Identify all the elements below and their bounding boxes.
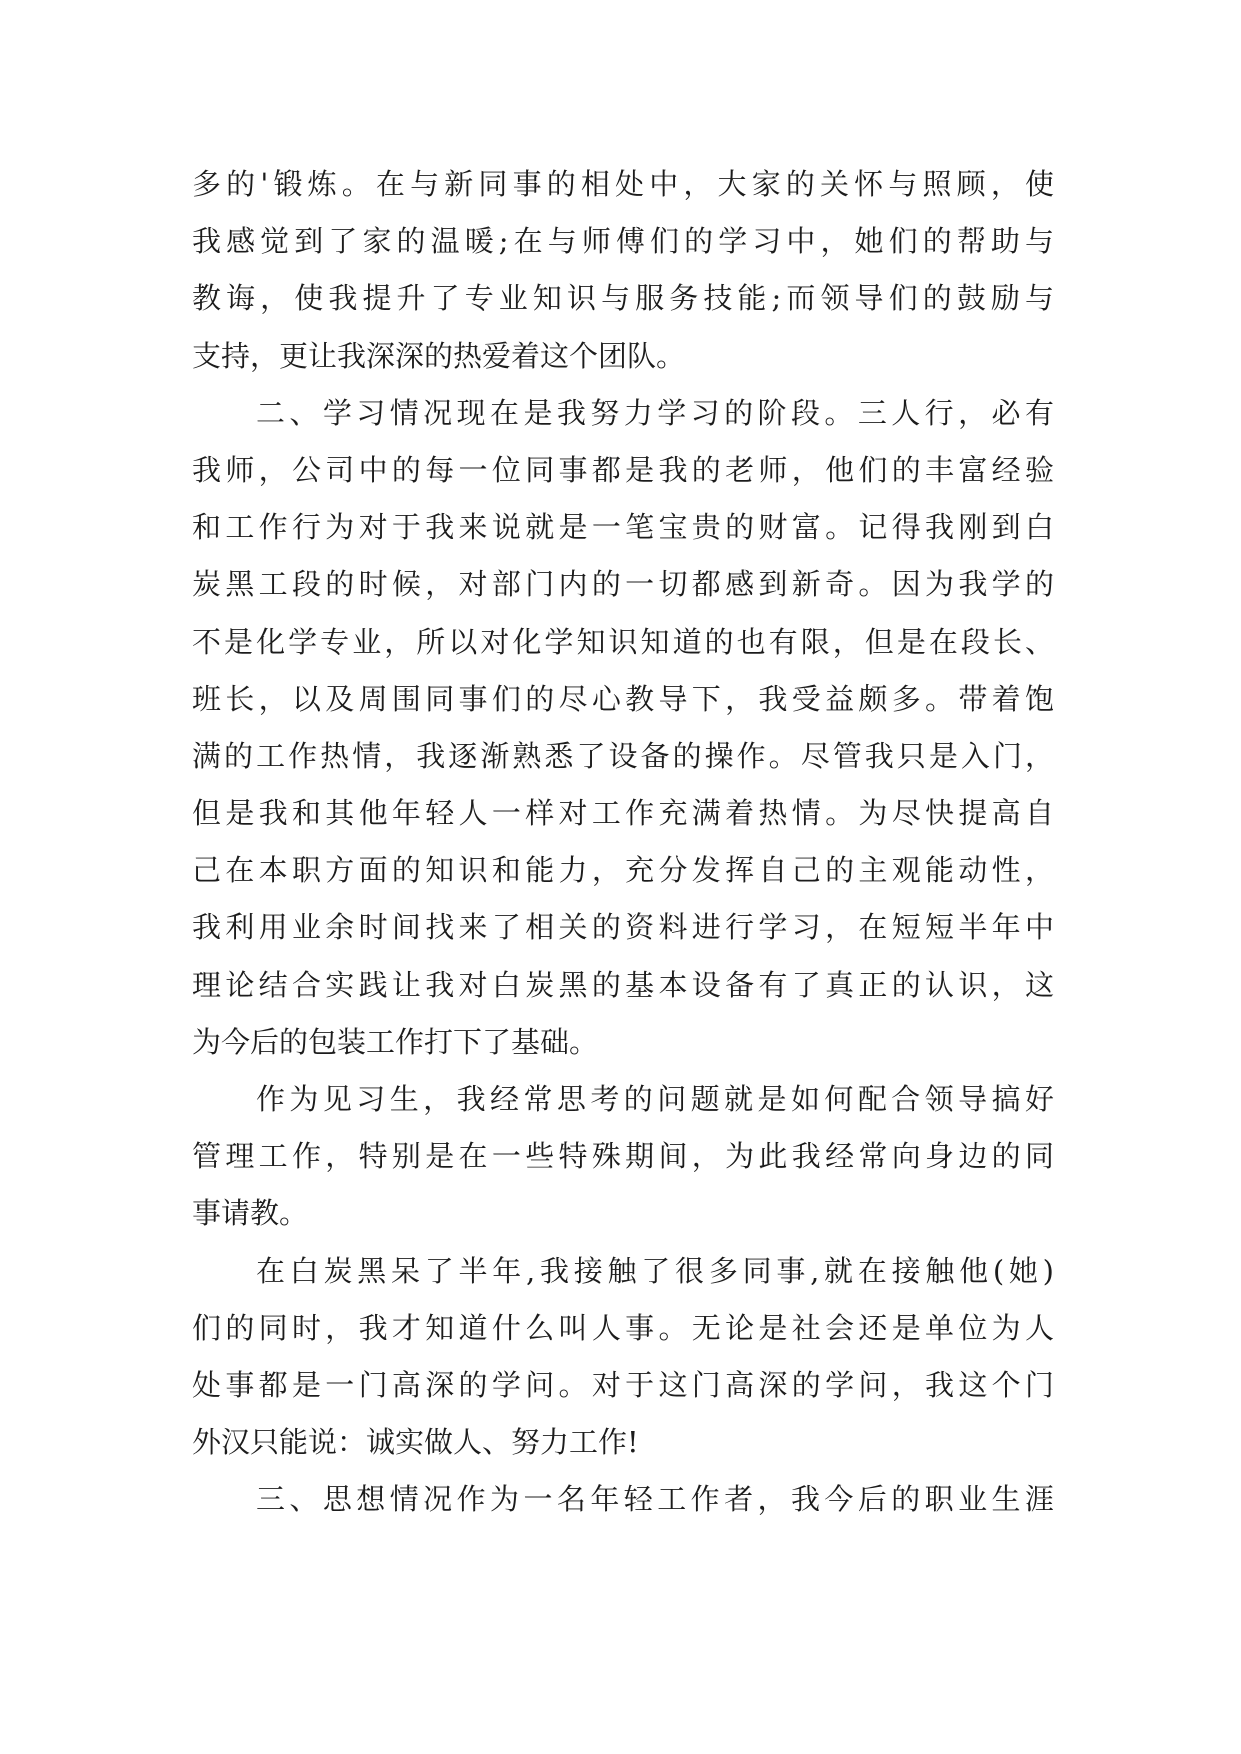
text-line: 外汉只能说：诚实做人、努力工作! xyxy=(192,1425,639,1460)
text-line: 满的工作热情，我逐渐熟悉了设备的操作。尽管我只是入门， xyxy=(192,738,1054,773)
text-line: 在白炭黑呆了半年,我接触了很多同事,就在接触他(她) xyxy=(256,1253,1054,1288)
text-line: 但是我和其他年轻人一样对工作充满着热情。为尽快提高自 xyxy=(192,796,1054,831)
text-line: 支持，更让我深深的热爱着这个团队。 xyxy=(192,338,686,373)
text-line: 我利用业余时间找来了相关的资料进行学习，在短短半年中 xyxy=(192,910,1054,945)
text-line: 炭黑工段的时候，对部门内的一切都感到新奇。因为我学的 xyxy=(192,567,1054,602)
text-line: 理论结合实践让我对白炭黑的基本设备有了真正的认识，这 xyxy=(192,967,1054,1002)
text-line: 不是化学专业，所以对化学知识知道的也有限，但是在段长、 xyxy=(192,624,1054,659)
text-line: 为今后的包装工作打下了基础。 xyxy=(192,1024,599,1059)
text-line: 们的同时，我才知道什么叫人事。无论是社会还是单位为人 xyxy=(192,1310,1054,1345)
text-line: 作为见习生，我经常思考的问题就是如何配合领导搞好 xyxy=(256,1082,1054,1116)
text-line: 管理工作，特别是在一些特殊期间，为此我经常向身边的同 xyxy=(192,1139,1054,1174)
text-line: 三、思想情况作为一名年轻工作者，我今后的职业生涯 xyxy=(256,1482,1054,1517)
text-line: 我感觉到了家的温暖;在与师傅们的学习中，她们的帮助与 xyxy=(192,224,1054,259)
document-body xyxy=(192,156,1054,1529)
text-line: 和工作行为对于我来说就是一笔宝贵的财富。记得我刚到白 xyxy=(192,510,1054,545)
text-line: 我师，公司中的每一位同事都是我的老师，他们的丰富经验 xyxy=(192,452,1054,487)
text-line: 二、学习情况现在是我努力学习的阶段。三人行，必有 xyxy=(256,395,1054,430)
text-line: 教诲，使我提升了专业知识与服务技能;而领导们的鼓励与 xyxy=(192,281,1054,316)
text-line: 多的'锻炼。在与新同事的相处中，大家的关怀与照顾，使 xyxy=(192,167,1054,201)
text-line: 处事都是一门高深的学问。对于这门高深的学问，我这个门 xyxy=(192,1367,1054,1402)
text-line: 班长，以及周围同事们的尽心教导下，我受益颇多。带着饱 xyxy=(192,681,1054,716)
text-line: 己在本职方面的知识和能力，充分发挥自己的主观能动性， xyxy=(192,853,1054,888)
text-line: 事请教。 xyxy=(192,1196,309,1231)
